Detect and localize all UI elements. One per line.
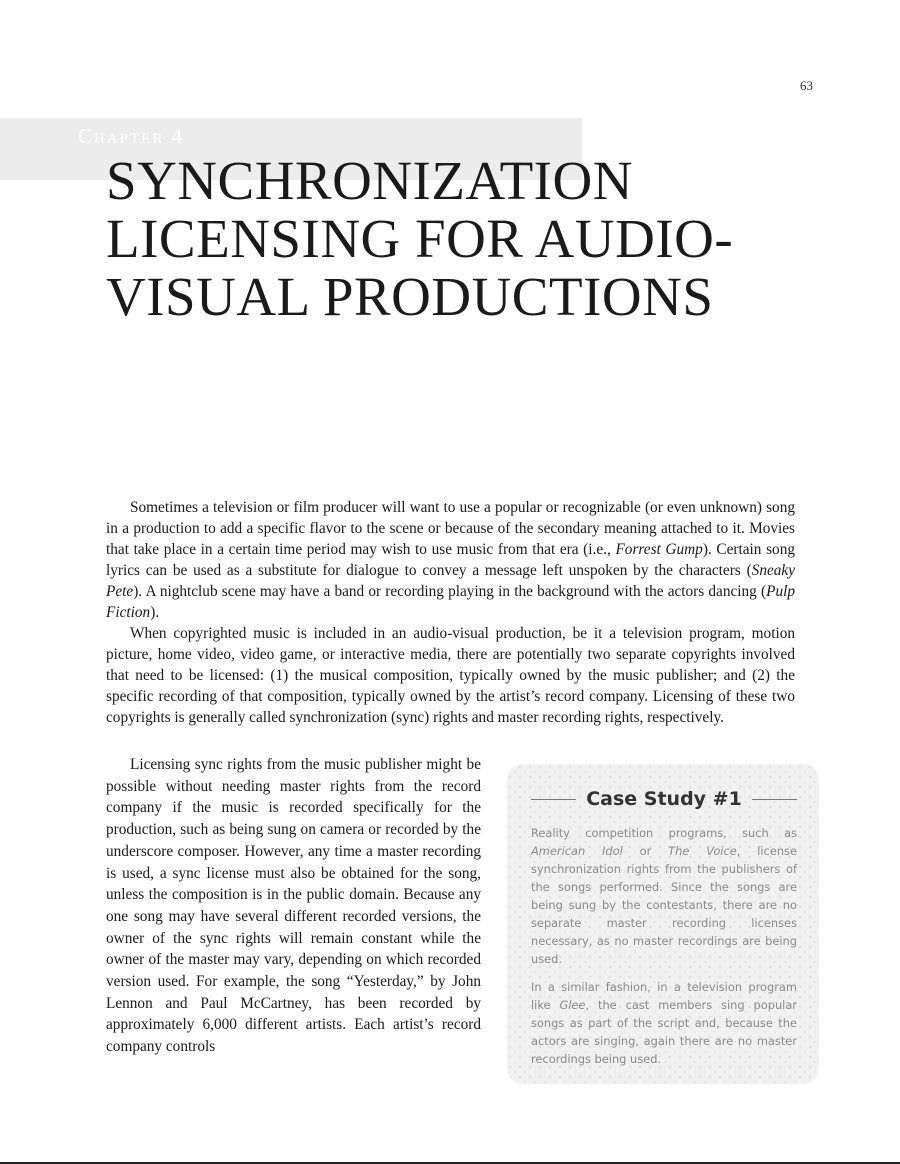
body-text-column [106,754,481,1058]
body-paragraph-1: Sometimes a television or film producer will want to use a popular or recognizable (or even unknown) song in a production to add a specific flavor to the scene or because of the secondary meaning attached to it. Movies that take place in a certain time period may wish to use music from that era (i.e., Forrest Gump). Certain song lyrics can be used as a substitute for dialogue to convey a message left unspoken by the characters (Sneaky Pete). A nightclub scene may have a band or recording playing in the background with the actors dancing (Pulp Fiction). [106,499,795,621]
film-title: Pulp Fiction [106,583,795,621]
show-title: The Voice [668,844,737,858]
body-text [106,497,795,728]
film-title: Forrest Gump [615,541,703,558]
film-title: Sneaky Pete [106,562,795,600]
heading-rule [752,799,797,800]
case-study-title: Case Study #1 [586,788,742,810]
show-title: American Idol [531,844,623,858]
page-number: 63 [800,78,813,93]
title-line-3: VISUAL PRODUCTIONS [106,266,714,327]
show-title: Glee [559,998,586,1012]
heading-rule [531,799,576,800]
case-study-box [507,764,819,1084]
title-line-2: LICENSING FOR AUDIO- [106,208,734,269]
body-paragraph-2: When copyrighted music is included in an audio-visual production, be it a television program, motion picture, home video, video game, or interactive media, there are potentially two separate copyrights involved that need to be licensed: (1) the musical composition, typically owned by the music publisher; and (2) the specific recording of that composition, typically owned by the artist’s record company. Licensing of these two copyrights is generally called synchronization (sync) rights and master recording rights, respectively. [106,625,795,726]
case-study-paragraph-1: Reality competition programs, such as American Idol or The Voice, license synchronization rights from the publishers of the songs performed. Since the songs are being sung by the contestants, there are no separate master recording licenses necessary, as no master recordings are being used. [531,826,797,966]
case-study-heading [531,788,797,810]
body-paragraph-3: Licensing sync rights from the music publisher might be possible without needing master rights from the record company if the music is recorded specifically for the production, such as being sung on camera or recorded by the underscore composer. However, any time a master recording is used, a sync license must also be obtained for the song, unless the composition is in the public domain. Because any one song may have several different recorded versions, the owner of the sync rights will remain constant while the owner of the master may vary, depending on which recorded version used. For example, the song “Yesterday,” by John Lennon and Paul McCartney, has been recorded by approximately 6,000 different artists. Each artist’s record company controls [106,756,481,1056]
chapter-label: Chapter 4 [78,124,185,148]
case-study-paragraph-2: In a similar fashion, in a television program like Glee, the cast members sing popular songs as part of the script and, because the actors are singing, again there are no master recordings being used. [531,980,797,1066]
chapter-title [106,152,846,326]
title-line-1: SYNCHRONIZATION [106,150,633,211]
case-study-body [531,824,797,1068]
